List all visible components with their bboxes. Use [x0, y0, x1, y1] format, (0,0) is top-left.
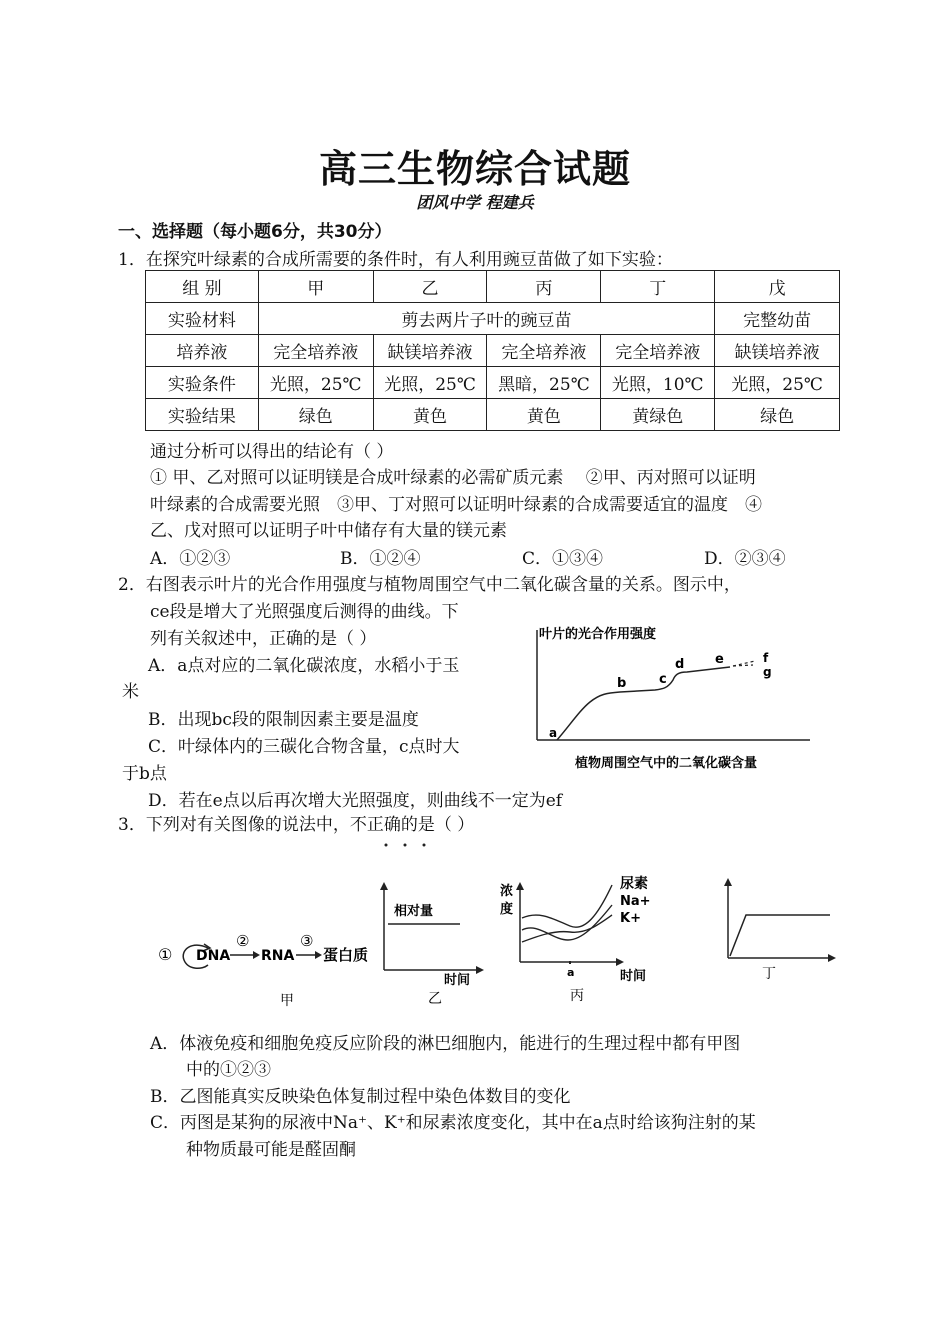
point-label: a — [549, 726, 558, 740]
ding-curve — [730, 915, 830, 956]
point-label: g — [763, 665, 772, 679]
q1-option-d: D．②③④ — [704, 549, 786, 569]
y-axis-label: 度 — [500, 902, 514, 917]
row-label: 实验结果 — [146, 399, 259, 431]
photosynthesis-graph — [525, 620, 835, 778]
rna-label: RNA — [261, 948, 295, 964]
point-label: f — [763, 651, 769, 665]
q2-option-c-cont: 于b点 — [122, 764, 167, 784]
table-header-cell: 丁 — [601, 271, 715, 303]
q1-option-a: A．①②③ — [150, 549, 231, 569]
table-cell: 光照，25℃ — [715, 367, 840, 399]
table-cell: 黄色 — [373, 399, 487, 431]
row-label: 培养液 — [146, 335, 259, 367]
figure-jia — [158, 932, 368, 1009]
q3-stem: 3．下列对有关图像的说法中，不正确的是（ ） — [118, 815, 475, 835]
author-line: 团风中学 程建兵 — [416, 193, 534, 212]
q1-statement: ① 甲、乙对照可以证明镁是合成叶绿素的必需矿质元素 ②甲、丙对照可以证明 — [150, 468, 756, 488]
table-cell: 完整幼苗 — [715, 303, 840, 335]
table-cell: 完全培养液 — [258, 335, 373, 367]
protein-label: 蛋白质 — [323, 946, 369, 964]
table-row — [146, 399, 840, 431]
point-a-label: a — [567, 966, 575, 979]
table-row — [146, 367, 840, 399]
q3-option-c-cont: 种物质最可能是醛固酮 — [186, 1140, 356, 1160]
q3-figures — [150, 870, 850, 1015]
figure-label: 乙 — [428, 991, 442, 1007]
y-axis-label: 叶片的光合作用强度 — [539, 627, 657, 642]
figure-ding — [724, 878, 836, 982]
table-header-cell: 乙 — [373, 271, 487, 303]
figure-yi — [380, 882, 484, 1007]
x-axis-label: 时间 — [444, 973, 471, 988]
q3-option-c: C．丙图是某狗的尿液中Na⁺、K⁺和尿素浓度变化，其中在a点时给该狗注射的某 — [150, 1113, 756, 1133]
figure-bing — [500, 875, 651, 1004]
q2-option-d: D．若在e点以后再次增大光照强度，则曲线不一定为ef — [148, 791, 563, 811]
q2-option-b: B．出现bc段的限制因素主要是温度 — [148, 710, 419, 730]
table-cell: 光照，25℃ — [373, 367, 487, 399]
table-header-cell: 丙 — [487, 271, 601, 303]
emphasis-dots — [380, 833, 434, 839]
page-title: 高三生物综合试题 — [318, 146, 631, 191]
q1-stem: 1．在探究叶绿素的合成所需要的条件时，有人利用豌豆苗做了如下实验： — [118, 250, 673, 270]
point-label: d — [675, 657, 685, 672]
q2-option-a: A．a点对应的二氧化碳浓度，水稻小于玉 — [148, 656, 460, 676]
table-cell: 黑暗，25℃ — [487, 367, 601, 399]
figure-label: 丙 — [570, 988, 584, 1004]
x-axis-label: 时间 — [620, 969, 647, 984]
table-row — [146, 335, 840, 367]
table-cell: 绿色 — [258, 399, 373, 431]
q3-option-a-cont: 中的①②③ — [186, 1060, 271, 1080]
point-label: c — [659, 672, 667, 687]
table-cell: 黄色 — [487, 399, 601, 431]
table-cell: 黄绿色 — [601, 399, 715, 431]
legend-urea: 尿素 — [620, 876, 648, 892]
q2-stem: 列有关叙述中，正确的是（ ） — [150, 629, 377, 649]
step-1-label: ① — [158, 945, 173, 964]
figure-label: 甲 — [280, 993, 294, 1009]
table-cell: 完全培养液 — [601, 335, 715, 367]
table-cell: 缺镁培养液 — [715, 335, 840, 367]
y-axis-label: 浓 — [500, 884, 514, 899]
table-cell: 绿色 — [715, 399, 840, 431]
row-label: 实验材料 — [146, 303, 259, 335]
experiment-table — [145, 270, 840, 431]
table-header-cell: 组 别 — [146, 271, 259, 303]
section-heading: 一、选择题（每小题6分，共30分） — [118, 222, 392, 242]
x-axis-label: 植物周围空气中的二氧化碳含量 — [575, 756, 758, 771]
figure-label: 丁 — [762, 966, 776, 982]
point-label: b — [617, 676, 627, 691]
table-cell: 剪去两片子叶的豌豆苗 — [258, 303, 714, 335]
row-label: 实验条件 — [146, 367, 259, 399]
q1-statement: 叶绿素的合成需要光照 ③甲、丁对照可以证明叶绿素的合成需要适宜的温度 ④ — [150, 495, 762, 515]
photosynthesis-curve — [557, 667, 730, 740]
q1-option-b: B．①②④ — [340, 549, 421, 569]
q1-statement: 乙、戊对照可以证明子叶中储存有大量的镁元素 — [150, 521, 507, 541]
dna-label: DNA — [196, 948, 231, 964]
q2-option-c: C．叶绿体内的三碳化合物含量，c点时大 — [148, 737, 460, 757]
table-cell: 完全培养液 — [487, 335, 601, 367]
table-cell: 缺镁培养液 — [373, 335, 487, 367]
q3-option-a: A．体液免疫和细胞免疫反应阶段的淋巴细胞内，能进行的生理过程中都有甲图 — [150, 1034, 741, 1054]
table-cell: 光照，10℃ — [601, 367, 715, 399]
table-header-row — [146, 271, 840, 303]
table-cell: 光照，25℃ — [258, 367, 373, 399]
step-2-label: ② — [236, 932, 250, 950]
q2-stem: 2．右图表示叶片的光合作用强度与植物周围空气中二氧化碳含量的关系。图示中， — [118, 575, 741, 595]
q3-option-b: B．乙图能真实反映染色体复制过程中染色体数目的变化 — [150, 1087, 571, 1107]
table-row — [146, 303, 840, 335]
legend-k: K+ — [620, 911, 641, 926]
table-header-cell: 甲 — [258, 271, 373, 303]
point-label: e — [715, 652, 724, 667]
q1-conclusion: 通过分析可以得出的结论有（ ） — [150, 442, 394, 462]
legend-na: Na+ — [620, 894, 651, 909]
q1-option-c: C．①③④ — [522, 549, 604, 569]
q2-option-a-cont: 米 — [122, 682, 139, 702]
q2-stem: ce段是增大了光照强度后测得的曲线。下 — [150, 602, 459, 622]
step-3-label: ③ — [300, 932, 314, 950]
y-axis-label: 相对量 — [394, 904, 434, 919]
table-header-cell: 戊 — [715, 271, 840, 303]
